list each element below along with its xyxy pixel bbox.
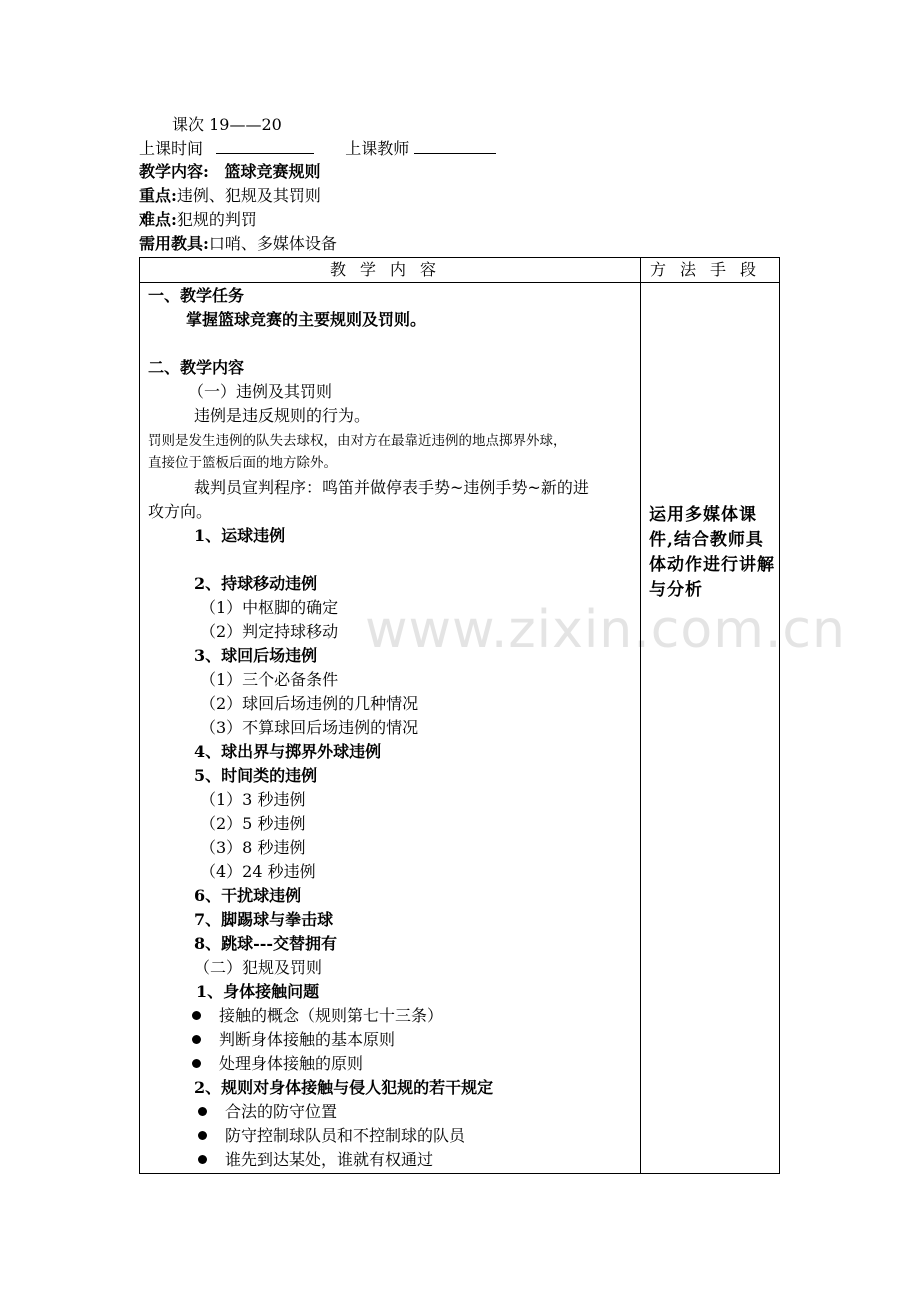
list-item: （1）中枢脚的确定 [200,598,339,617]
list-item: 5、时间类的违例 [194,766,318,785]
list-item: （3）不算球回后场违例的情况 [200,718,419,737]
bullet-icon [192,1035,201,1044]
content-column-header: 教学内容 [140,258,641,283]
method-column-header: 方法手段 [641,258,780,283]
list-item: 4、球出界与掷界外球违例 [194,742,382,761]
list-item: 2、规则对身体接触与侵人犯规的若干规定 [194,1078,494,1097]
difficulty-label: 难点: [139,210,177,229]
list-item: （2）5 秒违例 [200,814,306,833]
bullet-icon [192,1011,201,1020]
bullet-text: 判断身体接触的基本原则 [219,1030,396,1049]
lesson-number: 课次 19——20 [172,115,282,134]
bullet-text: 处理身体接触的原则 [219,1054,364,1073]
class-time-label: 上课时间 [139,139,204,158]
method-text: 运用多媒体课件,结合教师具体动作进行讲解与分析 [649,505,775,600]
penalty-text-line-2: 直接位于篮板后面的地方除外。 [148,455,337,471]
list-item: （3）8 秒违例 [200,838,306,857]
key-points-label: 重点: [139,186,177,205]
teacher-blank [414,138,496,154]
list-item: （4）24 秒违例 [200,862,316,881]
bullet-item [192,1005,443,1027]
class-time-blank [216,138,314,154]
method-cell [641,283,780,1174]
procedure-text-line-2: 攻方向。 [148,502,213,521]
teaching-content-value: 篮球竞赛规则 [224,162,321,181]
foul-section-title: （二）犯规及罚则 [194,958,323,977]
task-heading: 一、教学任务 [148,286,245,305]
bullet-text: 谁先到达某处，谁就有权通过 [225,1150,434,1169]
list-item: 1、身体接触问题 [196,982,320,1001]
watermark: www.zixin.com.cn [365,600,846,660]
equipment-row [139,233,337,255]
bullet-icon [198,1131,207,1140]
list-item: 2、持球移动违例 [194,574,318,593]
class-time-row [139,138,496,160]
key-points-row [139,185,321,207]
procedure-text-line-1: 裁判员宣判程序：鸣笛并做停表手势~违例手势~新的进 [194,478,589,497]
content-cell [140,283,641,1174]
teaching-content-row [139,161,321,183]
bullet-icon [198,1107,207,1116]
bullet-item [198,1125,465,1147]
penalty-text-line-1: 罚则是发生违例的队失去球权，由对方在最靠近违例的地点掷界外球， [148,433,567,449]
list-item: （2）球回后场违例的几种情况 [200,694,419,713]
list-item: （1）三个必备条件 [200,670,339,689]
bullet-icon [198,1155,207,1164]
bullet-item [198,1149,433,1171]
key-points-value: 违例、犯规及其罚则 [176,186,321,205]
bullet-text: 接触的概念（规则第七十三条） [219,1006,444,1025]
table-body-row [140,283,780,1174]
equipment-value: 口哨、多媒体设备 [208,234,337,253]
equipment-label: 需用教具: [139,234,209,253]
bullet-text: 合法的防守位置 [225,1102,338,1121]
table-header-row [140,258,780,283]
bullet-item [192,1029,395,1051]
teaching-content-label: 教学内容: [139,162,209,181]
violation-section-title: （一）违例及其罚则 [188,382,333,401]
lesson-table [139,257,780,1174]
list-item: 8、跳球---交替拥有 [194,934,338,953]
violation-definition: 违例是违反规则的行为。 [194,406,371,425]
list-item: 6、干扰球违例 [194,886,302,905]
list-item: 1、运球违例 [194,526,286,545]
bullet-item [198,1101,337,1123]
task-text: 掌握篮球竞赛的主要规则及罚则。 [186,310,427,329]
difficulty-value: 犯规的判罚 [176,210,257,229]
bullet-text: 防守控制球队员和不控制球的队员 [225,1126,466,1145]
difficulty-row [139,209,257,231]
list-item: （1）3 秒违例 [200,790,306,809]
list-item: （2）判定持球移动 [200,622,339,641]
bullet-icon [192,1059,201,1068]
list-item: 7、脚踢球与拳击球 [194,910,334,929]
teacher-label: 上课教师 [345,139,410,158]
bullet-item [192,1053,363,1075]
list-item: 3、球回后场违例 [194,646,318,665]
content-heading: 二、教学内容 [148,358,245,377]
